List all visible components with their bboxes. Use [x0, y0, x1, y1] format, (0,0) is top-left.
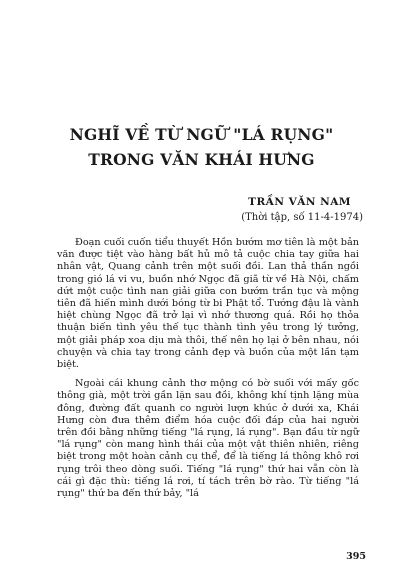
- paragraph: Ngoài cái khung cảnh thơ mộng có bờ suối với mấy gốc thông già, một trời gần lặn sau đồi, không khí tịnh lặng mùa đông, đường đất quanh co người lượn khúc ở dưới xa, Khái Hưng còn đưa thêm điểm hóa cuộc đối đáp của hai người trên đồi bằng những tiếng "lá rụng, lá rụng". Bạn đầu từ ngữ "lá rụng" còn mang hình thái của một vật thiên nhiên, riêng biệt trong một hoàn cảnh cụ thể, để là tiếng lá thông khô rơi rụng trôi theo dòng suối. Tiếng "lá rụng" thứ hai vẫn còn là cái gì đặc thù: tiếng lá rơi, tí tách trên bờ rào. Từ tiếng "lá rụng" thứ ba đến thứ bảy, "lá: [57, 378, 359, 500]
- author-name: TRẦN VĂN NAM: [248, 196, 351, 208]
- page-number: 395: [346, 551, 366, 562]
- paragraph: Đoạn cuối cuốn tiểu thuyết Hồn bướm mơ tiên là một bản văn được tiệt vào hàng bất hủ mô tả cuộc chia tay giữa hai nhân vật, Quang cảnh trên một suối đồi. Lan thả thần ngồi trong gió lá vi vu, buồn nhớ Ngọc đã giã từ về Hà Nội, chấm dứt một cuộc tình nan giải giữa con bướm trần tục và mộng tiên đã hiến mình dưới bóng từ bi Phật tổ. Tướng đậu là vành hiệt chùng Ngọc đã trở lại vì nhớ thương quá. Rồi họ thỏa thuận biến tình yêu thế tục thành tình yêu trong lý tưởng, một giải pháp xoa dịu mà thôi, thế nên họ lại ở bên nhau, nói chuyện và chia tay trong cảnh đẹp và buồn của một lần tạm biệt.: [57, 237, 359, 371]
- article-body: [57, 237, 359, 506]
- title-line-2: TRONG VĂN KHÁI HƯNG: [88, 150, 315, 169]
- source-citation: (Thời tập, số 11-4-1974): [241, 212, 363, 223]
- title-line-1: NGHĨ VỀ TỪ NGỮ "LÁ RỤNG": [69, 125, 334, 144]
- article-title: [0, 122, 403, 172]
